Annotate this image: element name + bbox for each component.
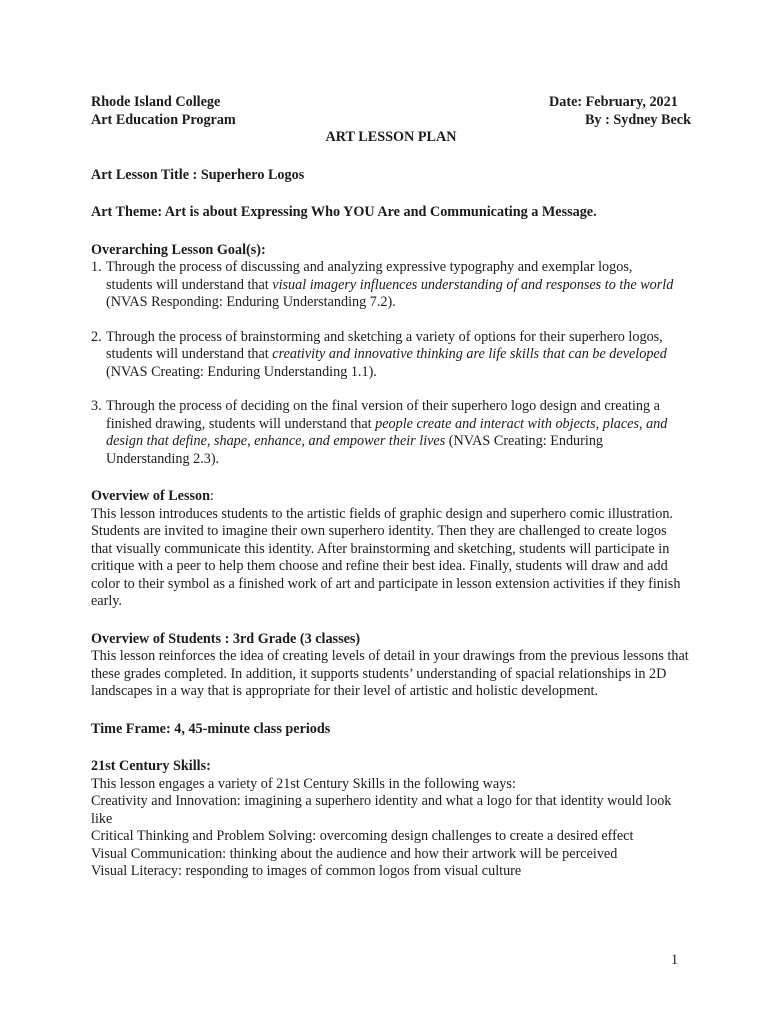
goal-text: Through the process of deciding on the final version of their superhero logo design and creating a finished drawing, students will understand that <box>106 398 660 432</box>
skills-intro: This lesson engages a variety of 21st Century Skills in the following ways: <box>91 775 516 792</box>
time-frame: Time Frame: 4, 45-minute class periods <box>91 720 331 737</box>
plan-author: By : Sydney Beck <box>584 111 691 128</box>
goal-understanding: people create and interact with objects, places, and design that define, shape, enhance, and empower their lives <box>106 415 668 449</box>
goal-number: 2. <box>91 328 102 345</box>
college-name: Rhode Island College <box>91 94 221 110</box>
goal-understanding: creativity and innovative thinking are life skills that can be developed <box>272 346 667 362</box>
overview-students-body: This lesson reinforces the idea of creating levels of detail in your drawings from the previous lessons that these grades completed. In addition, it supports students’ understanding of spacial relationships in 2D landscapes in a way that is appropriate for their level of artistic and holistic development. <box>91 648 689 699</box>
art-theme: Art Theme: Art is about Expressing Who YOU Are and Communicating a Message. <box>91 204 597 220</box>
overview-lesson-heading: Overview of Lesson: <box>91 488 214 504</box>
goal-standard: (NVAS Responding: Enduring Understanding 7.2). <box>106 294 396 310</box>
goal-standard: (NVAS Creating: Enduring Understanding 2.3). <box>106 433 604 467</box>
goal-item <box>91 329 691 382</box>
document-title: ART LESSON PLAN <box>325 129 457 145</box>
goal-item <box>91 259 691 312</box>
skill-line: Visual Literacy: responding to images of common logos from visual culture <box>91 863 522 879</box>
header-row-1 <box>91 94 691 112</box>
lesson-plan-content <box>91 94 691 881</box>
goal-standard: (NVAS Creating: Enduring Understanding 1.1). <box>106 363 377 380</box>
skill-line: Creativity and Innovation: imagining a superhero identity and what a logo for that identity would look like <box>91 793 672 827</box>
program-name: Art Education Program <box>91 111 236 128</box>
plan-date: Date: February, 2021 <box>549 94 678 110</box>
page-number: 1 <box>671 952 679 968</box>
goal-text: Through the process of brainstorming and sketching a variety of options for their superhero logos, students will understand that <box>106 328 663 362</box>
skills-heading: 21st Century Skills: <box>91 758 211 774</box>
goals-list <box>91 259 691 468</box>
skill-line: Visual Communication: thinking about the audience and how their artwork will be perceived <box>91 845 618 862</box>
overview-students-heading: Overview of Students : 3rd Grade (3 classes) <box>91 630 361 647</box>
overview-lesson-body: This lesson introduces students to the artistic fields of graphic design and superhero comic illustration. Students are invited to imagine their own superhero identity. Then they are challenged to create logos that visually communicate this identity. After brainstorming and sketching, students will participate in critique with a peer to help them choose and refine their best idea. Finally, students will draw and add color to their symbol as a finished work of art and participate in lesson extension activities if they finish early. <box>91 505 681 609</box>
header-row-2 <box>91 112 691 130</box>
lesson-title: Art Lesson Title : Superhero Logos <box>91 166 305 183</box>
goal-text: Through the process of discussing and analyzing expressive typography and exemplar logos, students will understand that <box>106 259 633 293</box>
goal-number: 1. <box>91 259 102 275</box>
goal-number: 3. <box>91 398 102 414</box>
skill-line: Critical Thinking and Problem Solving: overcoming design challenges to create a desired effect <box>91 828 634 844</box>
goals-heading: Overarching Lesson Goal(s): <box>91 241 266 258</box>
goal-item <box>91 398 691 468</box>
goal-understanding: visual imagery influences understanding of and responses to the world <box>272 276 674 293</box>
